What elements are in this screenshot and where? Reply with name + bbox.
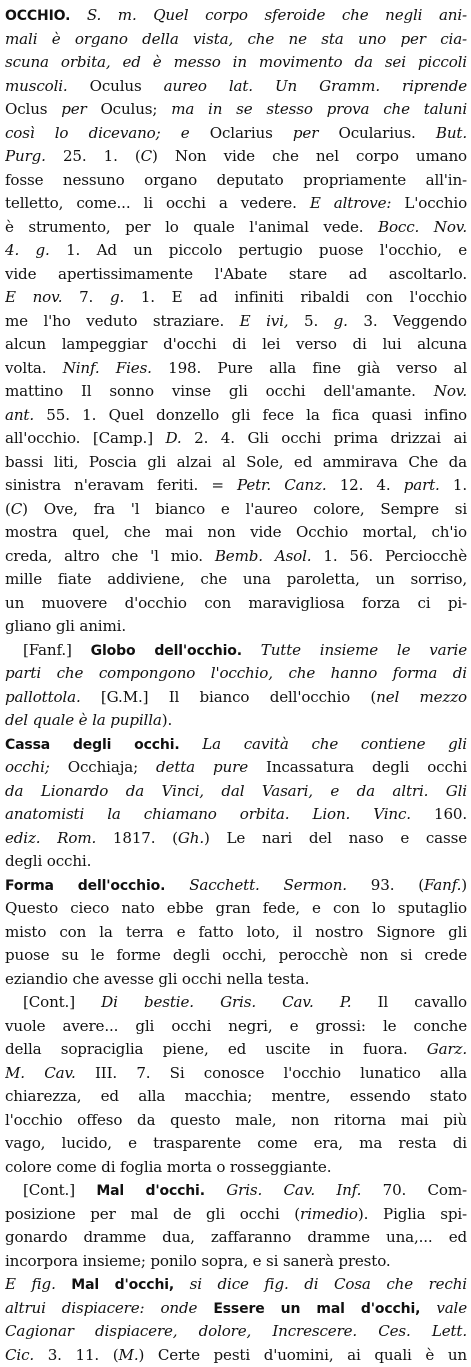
text-run: III. 7. Si conosce l'occhio lunatico alla: [76, 1064, 467, 1082]
text-run: ).: [162, 711, 172, 729]
text-line: [5, 709, 467, 733]
text-run: [G.M.] Il bianco dell'occhio (: [81, 688, 377, 706]
text-run: vide apertissimamente l'Abate stare ad ascoltarlo.: [5, 265, 467, 283]
text-line: [5, 239, 467, 263]
text-run: gliano gli animi.: [5, 617, 126, 635]
text-run: puose su le forme degli occhi, perocchè non si crede: [5, 946, 467, 964]
text-line: [5, 592, 467, 616]
italic-text: Purg.: [5, 147, 46, 165]
text-run: ) Ove, fra 'l bianco e l'aureo colore, Sempre si: [22, 500, 467, 518]
text-run: me l'ho veduto straziare.: [5, 312, 240, 330]
text-line: [5, 263, 467, 287]
text-run: colore come di foglia morta o rosseggiante.: [5, 1158, 331, 1176]
text-run: ): [461, 876, 467, 894]
italic-text: vale: [436, 1299, 467, 1317]
text-line: [5, 451, 467, 475]
text-run: Incassatura degli occhi: [248, 758, 467, 776]
text-run: posizione per mal de gli occhi (: [5, 1205, 300, 1223]
text-line: [5, 286, 467, 310]
italic-text: Fanf.: [424, 876, 461, 894]
dictionary-entry: [5, 4, 467, 1367]
italic-text: Nov.: [434, 382, 467, 400]
text-line: [5, 1320, 467, 1344]
italic-text: Gris. Cav. Inf.: [226, 1181, 361, 1199]
italic-text: così lo dicevano; e: [5, 124, 190, 142]
italic-text: anatomisti la chiamano orbita. Lion. Vinc.: [5, 805, 411, 823]
headword: Mal d'occhi,: [71, 1277, 174, 1293]
text-run: [Cont.]: [23, 993, 101, 1011]
italic-text: altrui dispiacere: onde: [5, 1299, 197, 1317]
italic-text: pallottola.: [5, 688, 81, 706]
italic-text: Bocc. Nov.: [378, 218, 467, 236]
text-run: 12. 4.: [327, 476, 404, 494]
text-line: [5, 968, 467, 992]
text-run: Il cavallo: [351, 993, 467, 1011]
text-run: creda, altro che 'l mio.: [5, 547, 215, 565]
text-run: [165, 876, 189, 894]
italic-text: Sacchett. Sermon.: [189, 876, 347, 894]
text-run: 25. 1. (: [46, 147, 141, 165]
text-line: [5, 98, 467, 122]
text-run: 5.: [288, 312, 333, 330]
italic-text: La cavità che contiene gli: [202, 735, 467, 753]
text-line: [5, 733, 467, 757]
headword: Cassa degli occhi.: [5, 737, 180, 753]
text-run: vuole avere... gli occhi negri, e grossi: le conche: [5, 1017, 467, 1035]
headword: Essere un mal d'occhi,: [213, 1301, 420, 1317]
text-run: 1. E ad infiniti ribaldi con l'occhio: [124, 288, 467, 306]
text-run: 2. 4. Gli occhi prima drizzai ai: [182, 429, 467, 447]
text-run: fosse nessuno organo deputato propriamente all'in-: [5, 171, 467, 189]
text-run: gonardo dramme dua, zaffaranno dramme una,... ed: [5, 1228, 467, 1246]
text-run: 70. Com-: [361, 1181, 467, 1199]
text-line: [5, 1203, 467, 1227]
italic-text: rimedio: [300, 1205, 358, 1223]
italic-text: Bemb. Asol.: [215, 547, 312, 565]
text-run: mostra quel, che mai non vide Occhio mortal, ch'io: [5, 523, 467, 541]
italic-text: D.: [166, 429, 182, 447]
text-run: incorpora insieme; ponilo sopra, e si sanerà presto.: [5, 1252, 391, 1270]
italic-text: per: [61, 100, 86, 118]
italic-text: Ninf. Fies.: [63, 359, 152, 377]
text-run: 198. Pure alla fine già verso al: [152, 359, 467, 377]
text-line: [5, 51, 467, 75]
text-line: [5, 310, 467, 334]
text-run: chiarezza, ed alla macchia; mentre, essendo stato: [5, 1087, 467, 1105]
text-run: 93. (: [347, 876, 424, 894]
text-run: [420, 1299, 436, 1317]
text-line: [5, 615, 467, 639]
italic-text: E fig.: [5, 1275, 56, 1293]
italic-text: M.: [119, 1346, 139, 1364]
text-line: [5, 874, 467, 898]
text-run: [70, 6, 87, 24]
italic-text: E altrove:: [310, 194, 392, 212]
text-line: [5, 780, 467, 804]
text-run: [Cont.]: [23, 1181, 96, 1199]
text-run: eziandio che avesse gli occhi nella testa.: [5, 970, 309, 988]
text-run: [174, 1275, 190, 1293]
text-line: [5, 803, 467, 827]
text-run: mattino Il sonno vinse gli occhi dell'amante.: [5, 382, 434, 400]
text-line: [5, 521, 467, 545]
headword: OCCHIO.: [5, 8, 70, 24]
text-run: vago, lucido, e trasparente come era, ma resta di: [5, 1134, 467, 1152]
text-run: ) Non vide che nel corpo umano: [152, 147, 467, 165]
text-run: degli occhi.: [5, 852, 91, 870]
italic-text: g.: [110, 288, 124, 306]
text-run: 1817. (: [96, 829, 178, 847]
text-run: 3. Veggendo: [348, 312, 467, 330]
italic-text: Gh.: [178, 829, 204, 847]
italic-text: ma in se stesso prova che taluni: [171, 100, 467, 118]
headword: Forma dell'occhio.: [5, 878, 165, 894]
text-run: ) Certe pesti d'uomini, ai quali è un: [138, 1346, 467, 1364]
text-line: [5, 1038, 467, 1062]
italic-text: occhi;: [5, 758, 50, 776]
text-line: [5, 1179, 467, 1203]
text-run: è strumento, per lo quale l'animal vede.: [5, 218, 378, 236]
text-line: [5, 1250, 467, 1274]
text-run: bassi liti, Poscia gli alzai al Sole, ed ammirava Che da: [5, 453, 467, 471]
text-line: [5, 1344, 467, 1367]
italic-text: g.: [334, 312, 348, 330]
italic-text: C: [11, 500, 22, 518]
italic-text: muscoli.: [5, 77, 68, 95]
text-line: [5, 1062, 467, 1086]
italic-text: But.: [436, 124, 467, 142]
text-run: telletto, come... li occhi a vedere.: [5, 194, 310, 212]
text-line: [5, 545, 467, 569]
text-run: Oculus: [68, 77, 164, 95]
text-line: [5, 568, 467, 592]
text-line: [5, 333, 467, 357]
text-run: all'occhio. [Camp.]: [5, 429, 166, 447]
text-run: volta.: [5, 359, 63, 377]
text-run: [180, 735, 203, 753]
italic-text: detta pure: [156, 758, 248, 776]
italic-text: del quale è la pupilla: [5, 711, 162, 729]
text-run: [242, 641, 261, 659]
italic-text: Cagionar dispiacere, dolore, Increscere. Ces. Lett.: [5, 1322, 467, 1340]
text-run: [205, 1181, 226, 1199]
italic-text: Cic.: [5, 1346, 34, 1364]
text-run: 1. 56. Perciocchè: [311, 547, 467, 565]
text-run: [Fanf.]: [23, 641, 91, 659]
italic-text: aureo lat. Un Gramm. riprende: [164, 77, 467, 95]
italic-text: parti che compongono l'occhio, che hanno forma di: [5, 664, 467, 682]
text-line: [5, 1015, 467, 1039]
text-line: [5, 1132, 467, 1156]
italic-text: M. Cav.: [5, 1064, 76, 1082]
italic-text: E nov.: [5, 288, 62, 306]
italic-text: Garz.: [427, 1040, 467, 1058]
text-run: mille fiate addiviene, che una paroletta, un sorriso,: [5, 570, 467, 588]
italic-text: da Lionardo da Vinci, dal Vasari, e da altri. Gli: [5, 782, 467, 800]
text-line: [5, 192, 467, 216]
text-run: 1.: [440, 476, 467, 494]
text-line: [5, 991, 467, 1015]
text-run: Occhiaja;: [50, 758, 156, 776]
italic-text: Petr. Canz.: [237, 476, 327, 494]
text-line: [5, 1297, 467, 1321]
text-line: [5, 357, 467, 381]
text-line: [5, 1156, 467, 1180]
italic-text: E ivi,: [240, 312, 289, 330]
text-line: [5, 850, 467, 874]
text-run: [56, 1275, 72, 1293]
text-run: della sopraciglia piene, ed uscite in fuora.: [5, 1040, 427, 1058]
italic-text: si dice fig. di Cosa che rechi: [190, 1275, 467, 1293]
text-run: 55. 1. Quel donzello gli fece la fica quasi infino: [34, 406, 467, 424]
text-run: ) Le nari del naso e casse: [204, 829, 467, 847]
text-run: Ocularius.: [318, 124, 436, 142]
text-run: 160.: [411, 805, 467, 823]
text-line: [5, 1273, 467, 1297]
text-run: L'occhio: [391, 194, 467, 212]
text-run: 7.: [62, 288, 110, 306]
text-line: [5, 756, 467, 780]
text-line: [5, 28, 467, 52]
italic-text: mali è organo della vista, che ne sta uno per cia-: [5, 30, 467, 48]
text-run: sinistra n'eravam feriti. =: [5, 476, 237, 494]
italic-text: ant.: [5, 406, 34, 424]
italic-text: Tutte insieme le varie: [261, 641, 467, 659]
text-run: Oclarius: [190, 124, 293, 142]
text-line: [5, 1109, 467, 1133]
text-line: [5, 474, 467, 498]
italic-text: ediz. Rom.: [5, 829, 96, 847]
text-run: 3. 11. (: [34, 1346, 118, 1364]
text-line: [5, 169, 467, 193]
text-run: [197, 1299, 213, 1317]
text-run: Oculus;: [87, 100, 172, 118]
text-run: l'occhio offeso da questo male, non ritorna mai più: [5, 1111, 467, 1129]
text-line: [5, 639, 467, 663]
text-run: ). Piglia spi-: [358, 1205, 467, 1223]
text-run: alcun lampeggiar d'occhi di lei verso di lui alcuna: [5, 335, 467, 353]
text-line: [5, 944, 467, 968]
italic-text: C: [141, 147, 152, 165]
text-line: [5, 921, 467, 945]
text-line: [5, 75, 467, 99]
headword: Globo dell'occhio.: [91, 643, 242, 659]
text-run: Questo cieco nato ebbe gran fede, e con lo sputaglio: [5, 899, 467, 917]
text-line: [5, 122, 467, 146]
text-run: un muovere d'occhio con maravigliosa forza ci pi-: [5, 594, 467, 612]
text-line: [5, 145, 467, 169]
text-line: [5, 662, 467, 686]
italic-text: per: [293, 124, 318, 142]
text-line: [5, 404, 467, 428]
text-run: (: [5, 500, 11, 518]
text-line: [5, 897, 467, 921]
text-line: [5, 216, 467, 240]
italic-text: part.: [404, 476, 440, 494]
italic-text: nel mezzo: [376, 688, 467, 706]
italic-text: 4. g.: [5, 241, 50, 259]
text-line: [5, 498, 467, 522]
text-run: 1. Ad un piccolo pertugio puose l'occhio, e: [50, 241, 467, 259]
headword: Mal d'occhi.: [96, 1183, 205, 1199]
text-line: [5, 427, 467, 451]
text-line: [5, 827, 467, 851]
text-run: misto con la terra e fatto loto, il nostro Signore gli: [5, 923, 467, 941]
italic-text: scuna orbita, ed è messo in movimento da sei piccoli: [5, 53, 467, 71]
text-line: [5, 686, 467, 710]
italic-text: S. m. Quel corpo sferoide che negli ani-: [87, 6, 467, 24]
text-line: [5, 1085, 467, 1109]
text-line: [5, 380, 467, 404]
text-run: Oclus: [5, 100, 61, 118]
text-line: [5, 4, 467, 28]
text-line: [5, 1226, 467, 1250]
italic-text: Di bestie. Gris. Cav. P.: [101, 993, 351, 1011]
